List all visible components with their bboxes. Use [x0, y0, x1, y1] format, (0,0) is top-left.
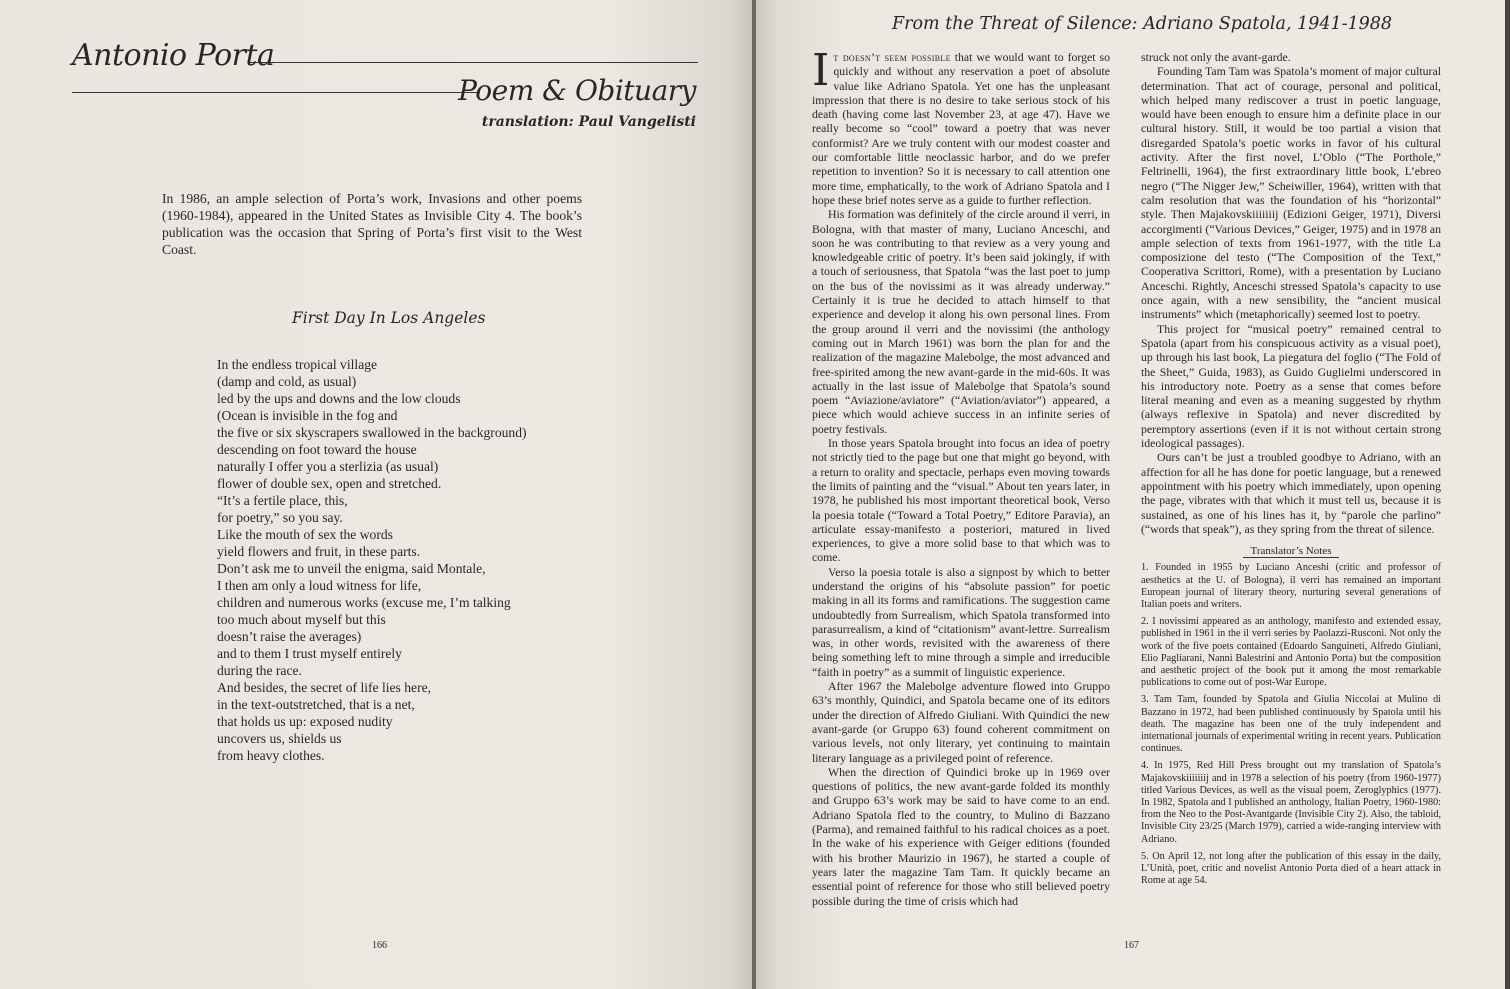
poem-line: doesn’t raise the averages) — [217, 629, 362, 644]
poem-line: children and numerous works (excuse me, I’m talking — [217, 595, 511, 610]
lead-in-caps: t doesn’t seem possible — [833, 50, 951, 64]
paragraph: Ours can’t be just a troubled goodbye to Adriano, with an affection for all he has done for poetic language, but a renewed appointment with his poetry which immediately, upon opening the page, vibrates with that which it must tell us, because it is sustained, as one of his lines has it, by “parole che parlino” (“words that speak”), as they spring from the threat of silence. — [1141, 450, 1441, 536]
paragraph: Founding Tam Tam was Spatola’s moment of major cultural determination. That act of courage, personal and political, which helped many rediscover a trust in poetic language, would have been enough to ensure him a definite place in our cultural history. Still, it would be too partial a vision that disregarded Spatola’s poetic works in favor of his cultural activity. After the first novel, L’Oblo (“The Porthole,” Feltrinelli, 1964), the first extraordinary little book, L’ebreo negro (“The Nigger Jew,” Scheiwiller, 1964), written with that calm resolution that was the foundation of his “horizontal” style. Then Majakovskiiiiiiij (Edizioni Geiger, 1971), Diversi accorgimenti (“Various Devices,” Geiger, 1975) and in 1978 an ample selection of texts from 1961-1977, with the title La composizione del testo (“The Composition of the Text,” Cooperativa Scrittori, Rome), with a presentation by Luciano Anceschi. Rightly, Anceschi stressed Spatola’s capacity to use once again, with a new sensibility, the “ancient musical instruments” which (metaphorically) seemed lost to poetry. — [1141, 64, 1441, 322]
poem-line: the five or six skyscrapers swallowed in the background) — [217, 425, 527, 440]
poem-line: In the endless tropical village — [217, 357, 378, 372]
poem-title: First Day In Los Angeles — [292, 309, 486, 327]
poem-line: And besides, the secret of life lies here, — [217, 680, 432, 695]
running-head: From the Threat of Silence: Adriano Spatola, 1941-1988 — [892, 14, 1393, 34]
poem-line: for poetry,” so you say. — [217, 510, 343, 525]
poem-line: descending on foot toward the house — [217, 442, 417, 457]
translator-note: 4. In 1975, Red Hill Press brought out my translation of Spatola’s Majakovskiiiiiiij and in 1978 a selection of his poetry (from 1960-1977) titled Various Devices, as well as the visual poem, Zeroglyphics (1977). In 1982, Spatola and I published an anthology, Italian Poetry, 1960-1980: from the Neo to the Post-Avantgarde (Invisible City 2). Also, the tabloid, Invisible City 23/25 (March 1979), carried a wide-ranging interview with Adriano. — [1141, 760, 1441, 845]
paragraph: This project for “musical poetry” remained central to Spatola (apart from his conspicuous activity as a visual poet), up through his last book, La piegatura del foglio (“The Fold of the Sheet,” Guida, 1983), as Guido Guglielmi underscored in his introductory note. Poetry as a sense that comes before literal meaning and even as a meaning suggested by rhythm (always reflexive in Spatola) and never discredited by peremptory assertions (even if it is not without certain strong ideological passages). — [1141, 321, 1441, 451]
column-2 — [1141, 50, 1441, 892]
translator-note: 1. Founded in 1955 by Luciano Anceshi (critic and professor of aesthetics at the U. of Bologna), il verri has remained an important European journal of literary theory, nurturing several generations of Italian poets and writers. — [1141, 562, 1441, 610]
author-heading: Antonio Porta — [72, 38, 275, 73]
poem-line: from heavy clothes. — [217, 748, 325, 763]
translator-note: 2. I novissimi appeared as an anthology, manifesto and extended essay, published in 1961 in the il verri series by Paolazzi-Rusconi. Not only the work of the five poets contained (Edoardo Sanguineti, Alfredo Giuliani, Elio Pagliarani, Nanni Balestrini and Antonio Porta) but the composition and aesthetic project of the book put it among the most remarkable publications to come out of post-War Europe. — [1141, 616, 1441, 689]
poem-line: “It’s a fertile place, this, — [217, 493, 348, 508]
poem-line: and to them I trust myself entirely — [217, 646, 402, 661]
poem-line: that holds us up: exposed nudity — [217, 714, 393, 729]
notes-heading — [1141, 544, 1441, 558]
poem-line: (Ocean is invisible in the fog and — [217, 408, 398, 423]
poem-line: too much about myself but this — [217, 612, 386, 627]
page-number-right: 167 — [1124, 940, 1139, 951]
poem-line: Don’t ask me to unveil the enigma, said Montale, — [217, 561, 486, 576]
poem-line: (damp and cold, as usual) — [217, 374, 357, 389]
paragraph-text: that we would want to forget so quickly and without any reservation a poet of absolute value like Adriano Spatola. Yet one has the unpleasant impression that there is no desire to take serious stock of his death (having come last November 23, at age 47). Have we really become so “cool” toward a poetry that was never conformist? Are we truly content with our modest coaster and our comfortable little neoclassic harbor, and do we prefer repetition to invention? So it is necessary to call attention one more time, emphatically, to the work of Adriano Spatola and I hope these brief notes serve as a guide to further reflection. — [812, 50, 1110, 207]
poem-line: Like the mouth of sex the words — [217, 527, 393, 542]
translator-note: 5. On April 12, not long after the publication of this essay in the daily, L’Unità, poet, critic and novelist Antonio Porta died of a heart attack in Rome at age 54. — [1141, 850, 1441, 887]
notes-list — [1141, 562, 1441, 887]
paragraph: In those years Spatola brought into focus an idea of poetry not strictly tied to the page but one that might go beyond, with a return to orality and spectacle, perhaps even moving towards the limits of painting and the “visual.” About ten years later, in 1978, he published his most important theoretical book, Verso la poesia totale (“Toward a Total Poetry,” Editore Paravia), an articulate essay-manifesto a posteriori, matured in lived experiences, to give a more solid base to that which was to come. — [812, 436, 1110, 565]
translator-note: 3. Tam Tam, founded by Spatola and Giulia Niccolai at Mulino di Bazzano in 1972, had been published continuously by Spatola until his death. The magazine has been one of the truly independent and international journals of experimental writing in recent years. Publication continues. — [1141, 694, 1441, 755]
column-1 — [812, 45, 1110, 908]
poem-body — [217, 356, 527, 764]
paragraph: struck not only the avant-garde. — [1141, 50, 1291, 64]
opening-paragraph — [812, 45, 1110, 207]
paragraph: His formation was definitely of the circle around il verri, in Bologna, with that master of many, Luciano Anceschi, and soon he was contributing to that review as a very young and knowledgeable critic of poetry. It’s been said jokingly, if with a touch of seriousness, that Spatola “was the last poet to jump on the bus of the novissimi as it was already underway.” Certainly it is true he decided to attach himself to that experience and develop it along his own personal lines. From the group around il verri and the novissimi (the anthology coming out in March 1961) was born the plan for and the realization of the magazine Malebolge, the most advanced and free-spirited among the new avant-garde in the mid-60s. It was actually in the last issue of Malebolge that Spatola’s sound poem “Aviazione/aviatore” (“Aviation/aviator”) appeared, a piece which would achieve success in an infinite series of poetry festivals. — [812, 207, 1110, 436]
header-rule-bottom — [72, 92, 480, 93]
drop-cap: I — [812, 45, 830, 96]
article-title: Poem & Obituary — [458, 74, 696, 107]
poem-line: in the text-outstretched, that is a net, — [217, 697, 415, 712]
poem-line: uncovers us, shields us — [217, 731, 342, 746]
notes-heading-text: Translator’s Notes — [1243, 545, 1340, 558]
poem-line: naturally I offer you a sterlizia (as usual) — [217, 459, 439, 474]
translation-credit: translation: Paul Vangelisti — [481, 114, 696, 130]
poem-line: I then am only a loud witness for life, — [217, 578, 422, 593]
intro-paragraph: In 1986, an ample selection of Porta’s work, Invasions and other poems (1960-1984), appeared in the United States as Invisible City 4. The book’s publication was the occasion that Spring of Porta’s first visit to the West Coast. — [162, 191, 582, 257]
poem-line: led by the ups and downs and the low clouds — [217, 391, 461, 406]
paragraph: Verso la poesia totale is also a signpost by which to better understand the origins of his “absolute passion” for poetic making in all its forms and ramifications. The suggestion came undoubtedly from Surrealism, which Spatola transformed into parasurrealism, a kind of “citationism” avant-lettre. Surrealism was, in other words, revisited with the awareness of there being something left to mine through a simple and irreducible “faith in poetry” as a summit of linguistic experience. — [812, 564, 1110, 679]
poem-line: flower of double sex, open and stretched. — [217, 476, 442, 491]
paragraph: When the direction of Quindici broke up in 1969 over questions of politics, the new avant-garde folded its monthly and Gruppo 63’s work may be said to have come to an end. Adriano Spatola fled to the country, to Mulino di Bazzano (Parma), and remained faithful to his radical choices as a poet. In the wake of his experience with Geiger editions (founded with his brother Maurizio in 1967), he started a couple of years later the magazine Tam Tam. It quickly became an essential point of reference for those who still believed poetry possible during the time of crisis which had — [812, 764, 1110, 908]
poem-line: yield flowers and fruit, in these parts. — [217, 544, 421, 559]
paragraph: After 1967 the Malebolge adventure flowed into Gruppo 63’s monthly, Quindici, and Spatola became one of its editors under the direction of Alfredo Giuliani. With Quindici the new avant-garde (or Gruppo 63) found coherent commitment on various levels, not only literary, yet continuing to maintain literary language as a privileged point of reference. — [812, 679, 1110, 765]
poem-line: during the race. — [217, 663, 302, 678]
left-page — [0, 0, 752, 989]
header-rule-top — [250, 62, 698, 63]
right-page — [756, 0, 1505, 989]
page-number-left: 166 — [372, 940, 387, 951]
